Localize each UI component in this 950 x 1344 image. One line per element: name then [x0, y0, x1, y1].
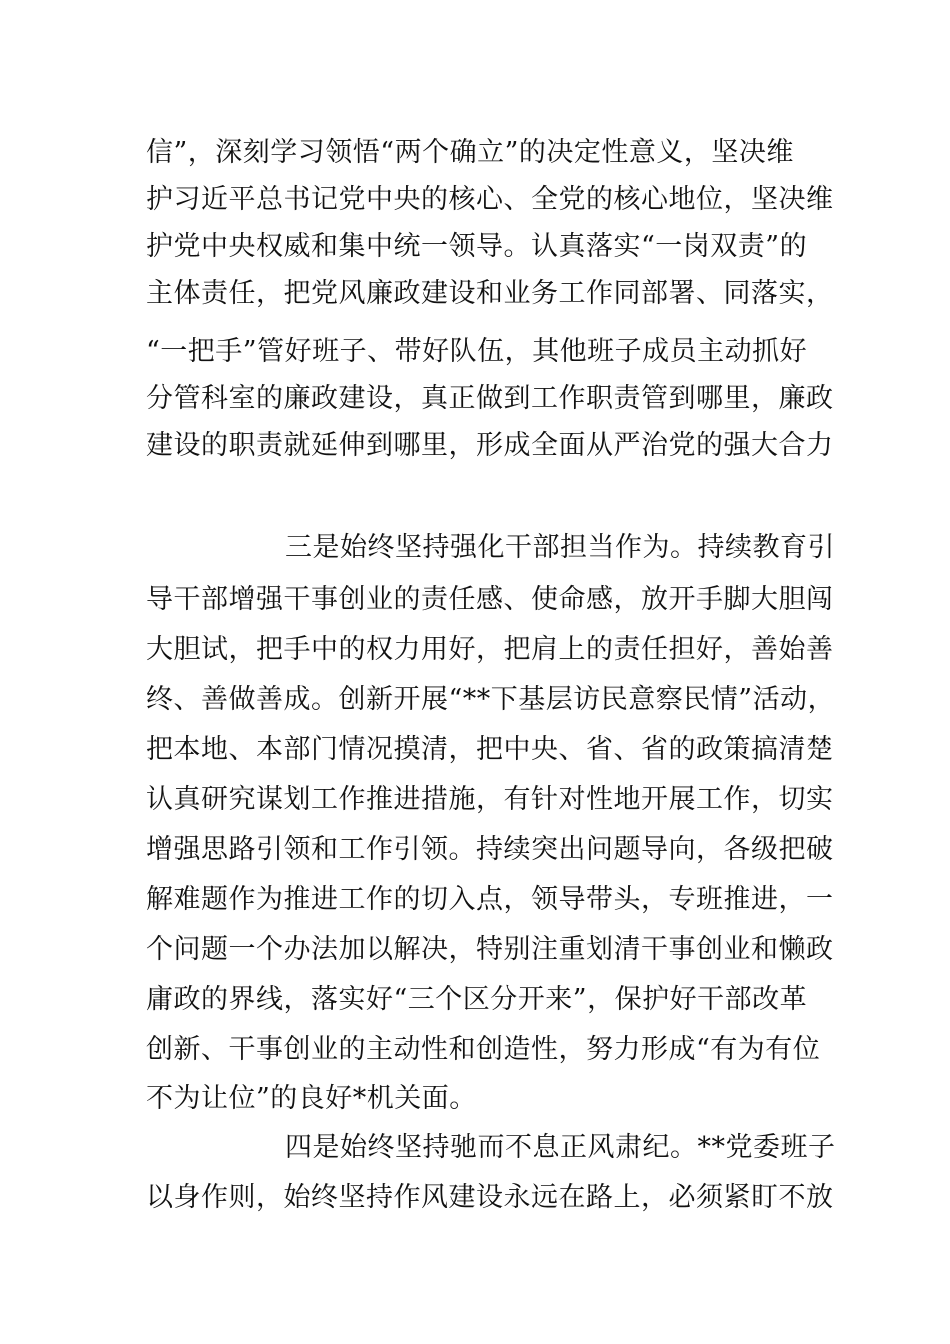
text-line: 大胆试，把手中的权力用好，把肩上的责任担好，善始善	[146, 634, 834, 665]
text-line: 不为让位”的良好*机关面。	[146, 1083, 477, 1114]
paragraph-heading-line: 三是始终坚持强化干部担当作为。持续教育引	[285, 532, 835, 563]
text-line: 以身作则，始终坚持作风建设永远在路上，必须紧盯不放	[146, 1182, 834, 1213]
text-line: “一把手”管好班子、带好队伍，其他班子成员主动抓好	[146, 336, 808, 367]
text-line: 解难题作为推进工作的切入点，领导带头，专班推进，一	[146, 884, 834, 915]
text-line: 护党中央权威和集中统一领导。认真落实“一岗双责”的	[146, 231, 808, 262]
text-line: 庸政的界线，落实好“三个区分开来”，保护好干部改革	[146, 984, 808, 1015]
text-line: 个问题一个办法加以解决，特别注重划清干事创业和懒政	[146, 934, 834, 965]
text-line: 分管科室的廉政建设，真正做到工作职责管到哪里，廉政	[146, 383, 834, 414]
text-line: 信”，深刻学习领悟“两个确立”的决定性意义，坚决维	[146, 137, 794, 168]
text-line: 把本地、本部门情况摸清，把中央、省、省的政策搞清楚	[146, 734, 834, 765]
text-line: 主体责任，把党风廉政建设和业务工作同部署、同落实，	[146, 278, 834, 309]
text-line: 增强思路引领和工作引领。持续突出问题导向，各级把破	[146, 834, 834, 865]
text-line: 终、善做善成。创新开展“**下基层访民意察民情”活动，	[146, 684, 836, 715]
text-line: 护习近平总书记党中央的核心、全党的核心地位，坚决维	[146, 184, 834, 215]
text-line: 认真研究谋划工作推进措施，有针对性地开展工作，切实	[146, 784, 834, 815]
text-line: 建设的职责就延伸到哪里，形成全面从严治党的强大合力	[146, 430, 834, 461]
paragraph-heading-line: 四是始终坚持驰而不息正风肃纪。**党委班子	[285, 1132, 836, 1163]
text-line: 导干部增强干事创业的责任感、使命感，放开手脚大胆闯	[146, 584, 834, 615]
text-line: 创新、干事创业的主动性和创造性，努力形成“有为有位	[146, 1034, 821, 1065]
